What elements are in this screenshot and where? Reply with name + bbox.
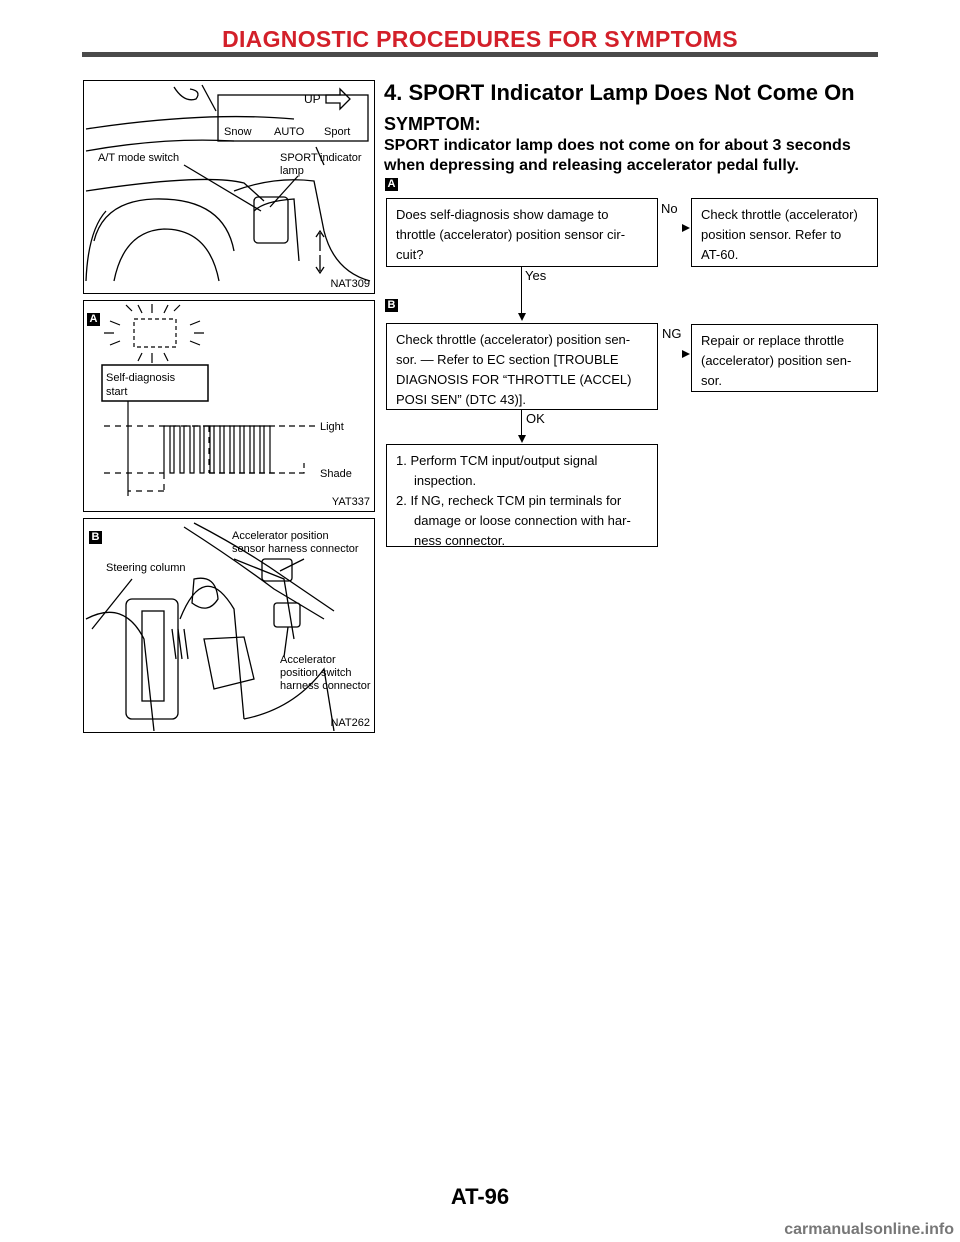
- step3-item3-rest: ness connector.: [414, 533, 506, 548]
- flow-step-tcm-inspection: [386, 444, 658, 547]
- label-mode-switch: A/T mode switch: [98, 152, 180, 164]
- branch-label-ng: NG: [662, 326, 682, 341]
- label-start-2: start: [106, 386, 128, 398]
- mode-switch-illustration: [84, 81, 373, 292]
- step2-line-2: sor. — Refer to EC section [TROUBLE: [396, 352, 619, 367]
- figure-badge-a: A: [87, 313, 100, 326]
- step2-line-3: DIAGNOSIS FOR “THROTTLE (ACCEL): [396, 372, 632, 387]
- figure-accelerator-connectors: [83, 518, 375, 733]
- label-aps-2: sensor harness connector: [232, 543, 359, 555]
- branch-label-no: No: [661, 201, 678, 216]
- label-sport-lamp-1: SPORT: [280, 152, 318, 164]
- figure-mode-switch: [83, 80, 375, 294]
- header-rule: [82, 52, 878, 57]
- step1-line-2: throttle (accelerator) position sensor cir-: [396, 227, 626, 242]
- step1-line-3: cuit?: [396, 247, 424, 262]
- flow-result-repair-sensor: [691, 324, 878, 392]
- step1-line-1: Does self-diagnosis show damage to: [396, 207, 609, 222]
- connector-step1-to-step2: [521, 267, 522, 314]
- label-light: Light: [320, 421, 344, 433]
- arrow-down-to-step3: [518, 435, 526, 443]
- self-diagnosis-timing-chart: [84, 301, 373, 510]
- step2-line-4: POSI SEN” (DTC 43)].: [396, 392, 527, 407]
- label-sport-lamp-2: lamp: [280, 165, 304, 177]
- label-sport: Sport: [324, 126, 351, 138]
- label-steering-column: Steering column: [106, 562, 186, 574]
- label-apsw-1: Accelerator: [280, 654, 336, 666]
- label-start-1: Self-diagnosis: [106, 372, 176, 384]
- watermark: carmanualsonline.info: [784, 1221, 954, 1238]
- branch-label-ok: OK: [526, 411, 545, 426]
- connector-step2-to-step3: [521, 410, 522, 436]
- figure-code-yat337: YAT337: [331, 496, 370, 508]
- section-title: 4. SPORT Indicator Lamp Does Not Come On: [384, 80, 855, 105]
- accelerator-connector-illustration: [84, 519, 373, 731]
- result2-line-1: Repair or replace throttle: [701, 333, 845, 348]
- flow-step-self-diagnosis-question: [386, 198, 658, 267]
- step3-item2-rest: damage or loose connection with har-: [414, 513, 631, 528]
- result2-line-3: sor.: [701, 373, 722, 388]
- figure-code-nat309: NAT309: [330, 278, 370, 290]
- label-aps-1: Accelerator position: [232, 530, 329, 542]
- result2-line-2: (accelerator) position sen-: [701, 353, 852, 368]
- label-indicator: indicator: [320, 152, 362, 164]
- flow-result-check-sensor: [691, 198, 878, 267]
- pulse-path: [164, 426, 274, 473]
- step3-item1-first: 1. Perform TCM input/output signal: [396, 453, 598, 468]
- result1-line-1: Check throttle (accelerator): [701, 207, 858, 222]
- page-header-title: DIAGNOSTIC PROCEDURES FOR SYMPTOMS: [222, 26, 738, 52]
- result1-line-3: AT-60.: [701, 247, 739, 262]
- arrow-right-to-result-1: [682, 224, 690, 232]
- branch-label-yes: Yes: [525, 268, 547, 283]
- label-apsw-2: position switch: [280, 667, 352, 679]
- label-shade: Shade: [320, 468, 352, 480]
- arrow-down-to-step2: [518, 313, 526, 321]
- figure-badge-b: B: [89, 531, 102, 544]
- figure-code-nat262: NAT262: [330, 717, 370, 729]
- symptom-label: SYMPTOM:: [384, 114, 481, 134]
- label-auto: AUTO: [274, 126, 305, 138]
- arrow-right-to-result-2: [682, 350, 690, 358]
- step3-item2-first: 2. If NG, recheck TCM pin terminals for: [396, 493, 622, 508]
- step3-item1-rest: inspection.: [414, 473, 477, 488]
- flow-badge-b: B: [385, 299, 398, 312]
- label-apsw-3: harness connector: [280, 680, 371, 692]
- page-number: AT-96: [450, 1184, 510, 1209]
- label-up: UP: [304, 92, 321, 106]
- lamp-pulse-train: [164, 426, 274, 473]
- figure-self-diagnosis-timing: [83, 300, 375, 512]
- step2-line-1: Check throttle (accelerator) position sen-: [396, 332, 631, 347]
- label-snow: Snow: [224, 126, 252, 138]
- symptom-text: SPORT indicator lamp does not come on for about 3 seconds when depressing and releasing accelerator pedal fully.: [384, 137, 851, 174]
- result1-line-2: position sensor. Refer to: [701, 227, 842, 242]
- flow-badge-a: A: [385, 178, 398, 191]
- flow-step-check-sensor-ec: [386, 323, 658, 410]
